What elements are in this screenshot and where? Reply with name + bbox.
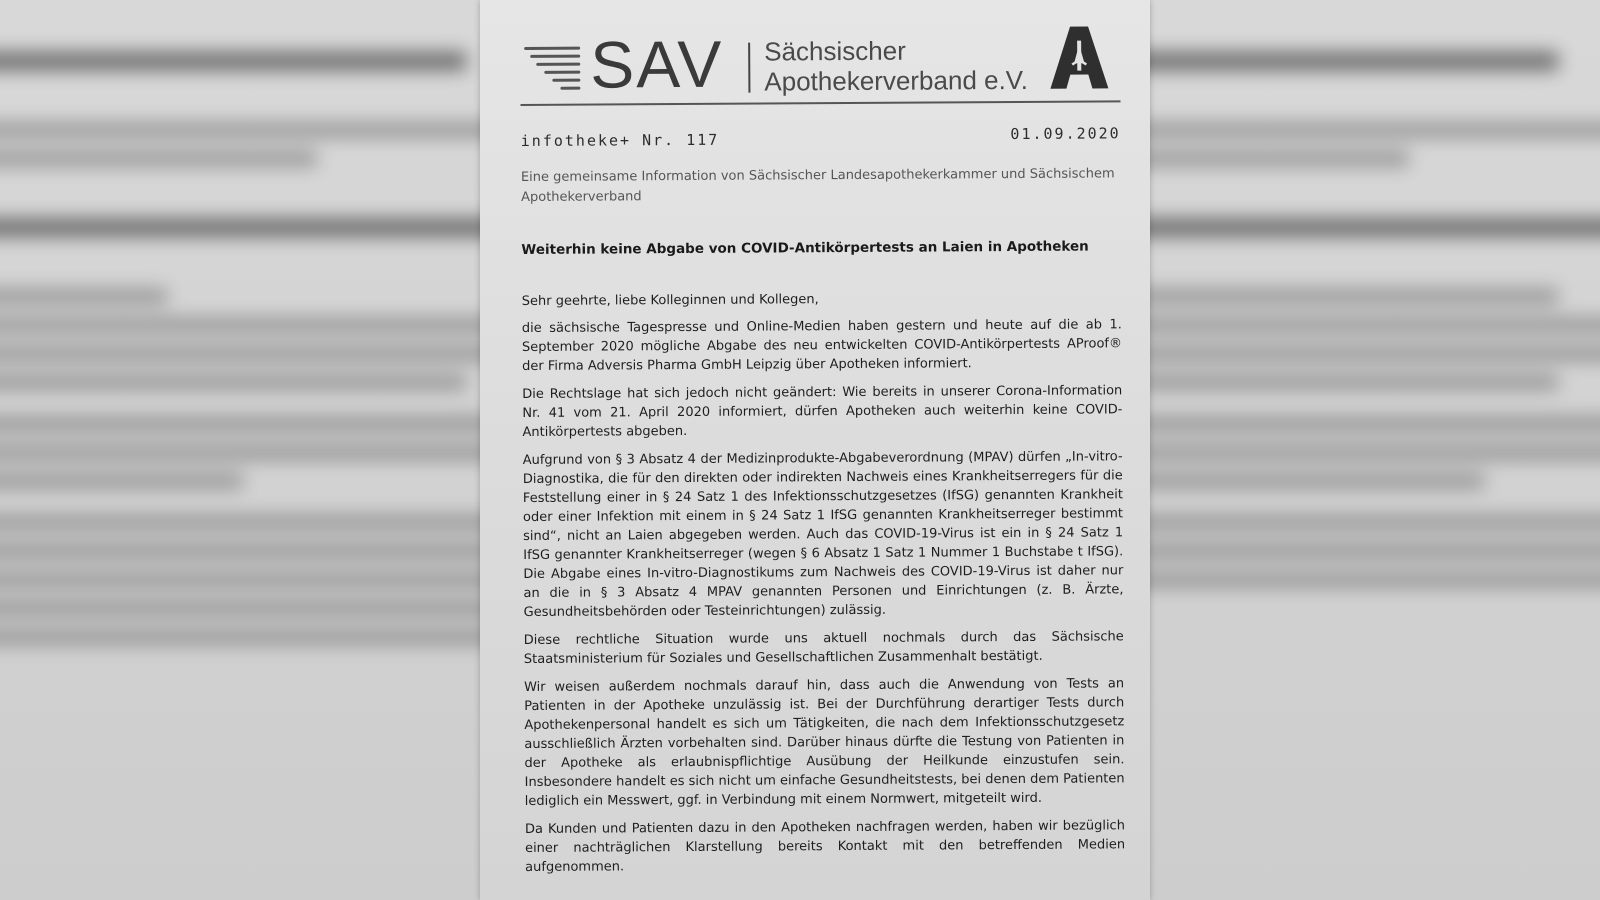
apotheke-a-logo	[1048, 24, 1110, 90]
blurred-background-left	[0, 0, 480, 900]
issue-meta	[521, 104, 1121, 164]
paragraph: die sächsische Tagespresse und Online-Medien haben gestern und heute auf die ab 1. September 2020 mögliche Abgabe des neu entwickelten COVID-Antikörpertests AProof® der Firma Adversis Pharma GmbH Leipzig über Apotheken informiert.	[521, 317, 1123, 374]
org-line-2: Apothekerverband e.V.	[764, 64, 1029, 97]
issue-date: 01.09.2020	[1010, 124, 1121, 144]
org-line-1: Sächsischer	[764, 35, 906, 67]
document-sheet	[480, 0, 1150, 900]
issue-number: infotheke+ Nr. 117	[520, 130, 720, 150]
paragraph: Da Kunden und Patienten dazu in den Apotheken nachfragen werden, haben wir bezüglich einer nachträglichen Klarstellung bereits Kontakt mit den betreffenden Medien aufgenommen.	[524, 818, 1126, 875]
intro-text: Eine gemeinsame Information von Sächsischer Landesapothekerkammer und Sächsischem Apothekerverband	[520, 166, 1115, 205]
letterhead	[520, 18, 1120, 100]
document-content	[520, 18, 1125, 886]
paragraph: Diese rechtliche Situation wurde uns aktuell nochmals durch das Sächsische Staatsministerium für Soziales und Gesellschaftlichen Zusammenhalt bestätigt.	[523, 629, 1124, 667]
organization-name	[764, 35, 1028, 97]
document-headline: Weiterhin keine Abgabe von COVID-Antikörpertests an Laien in Apotheken	[521, 238, 1089, 258]
blurred-background-right	[1150, 0, 1600, 900]
brand-logo-text: SAV	[590, 26, 724, 102]
paragraph: Die Rechtslage hat sich jedoch nicht geändert: Wie bereits in unserer Corona-Information Nr. 41 vom 21. April 2020 informiert, dürfen Apotheken auch weiterhin keine COVID-Antikörpertests abgeben.	[522, 383, 1123, 440]
paragraph: Aufgrund von § 3 Absatz 4 der Medizinprodukte-Abgabeverordnung (MPAV) dürfen „In-vitro-Diagnostika, die für den direkten oder indirekten Nachweis eines Krankheitserregers für die Feststellung einer in § 24 Satz 1 des Infektionsschutzgesetzes (IfSG) genannten Krankheit oder einer Infektion mit einem in § 24 Satz 1 IfSG genannten Krankheitserreger bestimmt sind“, nicht an Laien abgegeben werden. Auch das COVID-19-Virus ist ein in § 24 Satz 1 IfSG genannter Krankheitserreger (wegen § 6 Absatz 1 Satz 1 Nummer 1 Buchstabe t IfSG). Die Abgabe eines In-vitro-Diagnostikums zum Nachweis des COVID-19-Virus ist daher nur an die in § 3 Absatz 4 MPAV genannten Personen und Einrichtungen (z. B. Ärzte, Gesundheitsbehörden oder Testeinrichtungen) zulässig.	[522, 449, 1124, 620]
paragraph: Wir weisen außerdem nochmals darauf hin, dass auch die Anwendung von Tests an Patienten in der Apotheke unzulässig ist. Bei der Durchführung derartiger Tests durch Apothekenpersonal handelt es sich um Tätigkeiten, die nach dem Infektionsschutzgesetz ausschließlich Ärzten vorbehalten sind. Darüber hinaus dürfte die Testung von Patienten in der Apotheke als erlaubnispflichtige Ausübung der Heilkunde einzustufen sein. Insbesondere handelt es sich nicht um einfache Gesundheitstests, bei denen dem Patienten lediglich ein Messwert, ggf. in Verbindung mit einem Normwert, mitgeteilt wird.	[524, 676, 1125, 809]
greeting: Sehr geehrte, liebe Kolleginnen und Kollegen,	[521, 292, 819, 309]
letterhead-divider	[748, 43, 750, 93]
sav-wings-icon	[524, 42, 580, 90]
